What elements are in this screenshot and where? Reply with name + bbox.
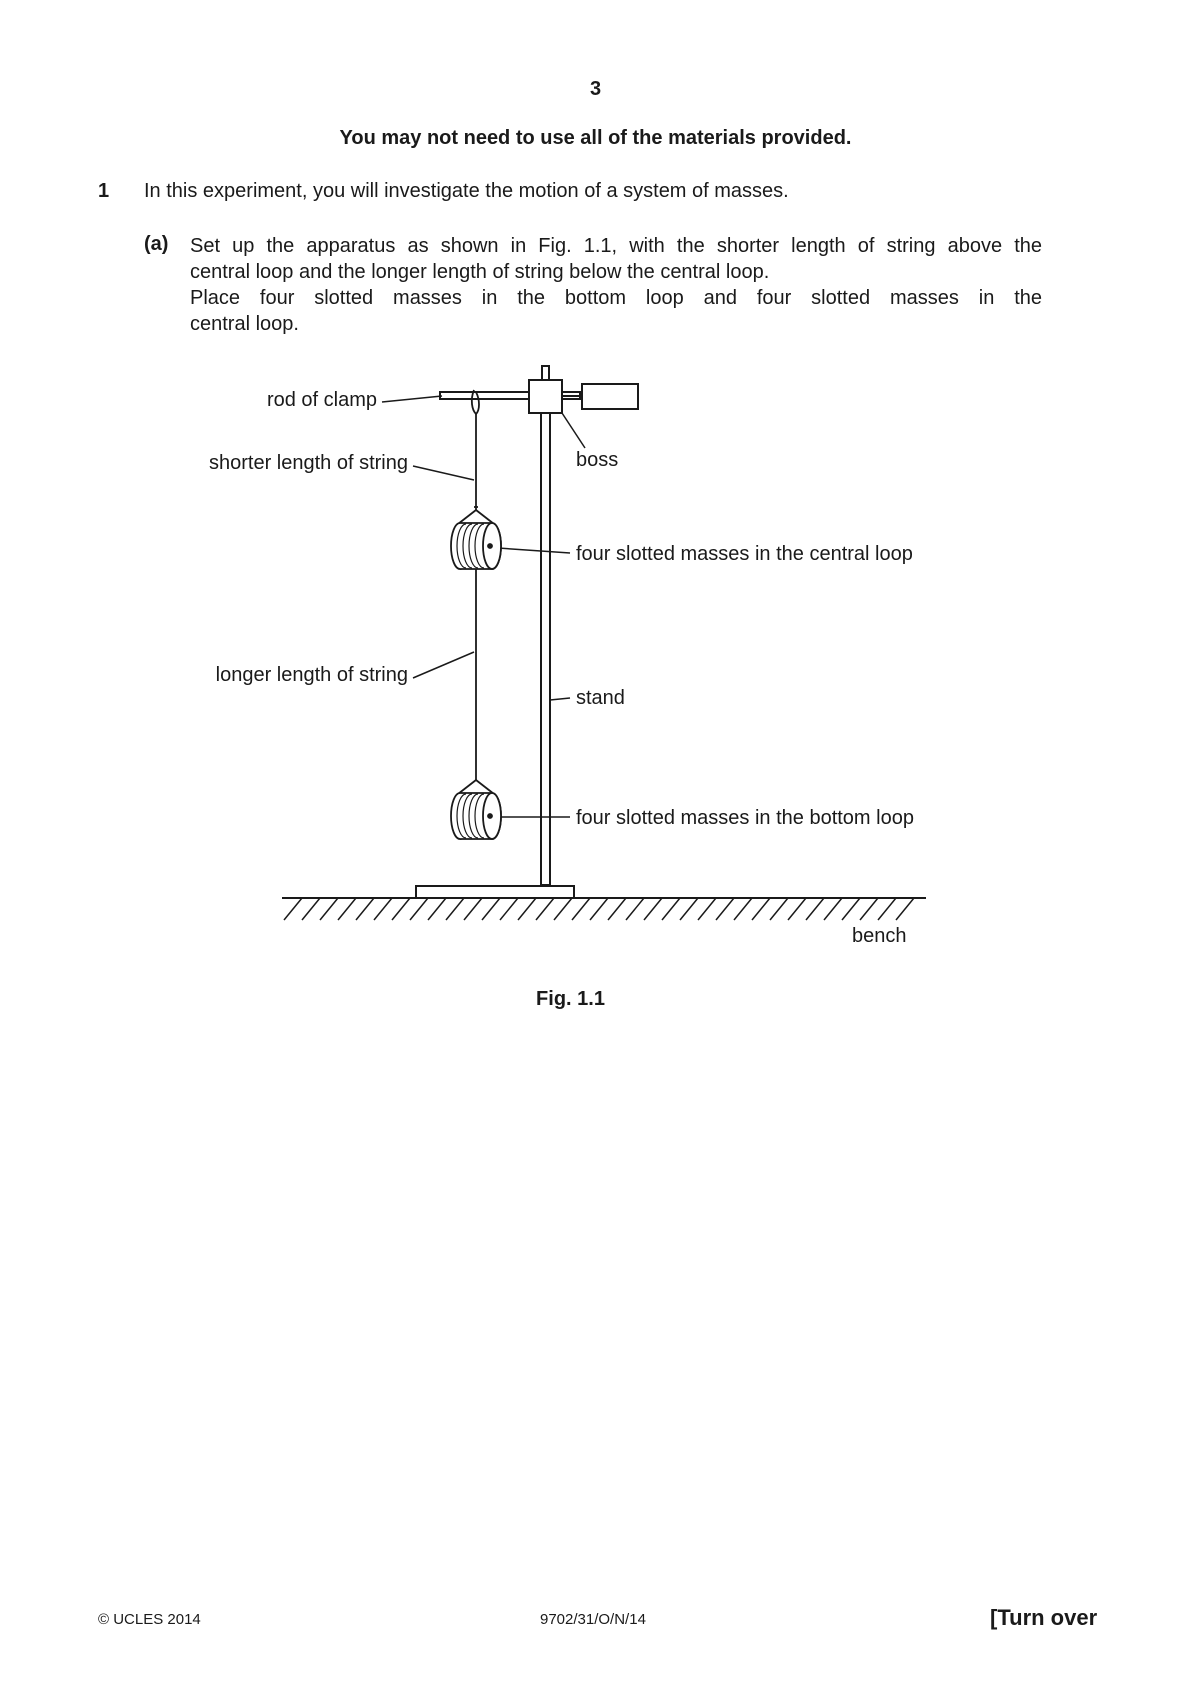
label-central-masses: four slotted masses in the central loop [576, 543, 913, 565]
bench-hatch-line [806, 898, 824, 920]
label-longer-string: longer length of string [215, 664, 408, 686]
stand-base [416, 886, 574, 898]
bench-hatch-line [302, 898, 320, 920]
bench-hatch-line [608, 898, 626, 920]
bench-hatch-line [338, 898, 356, 920]
instruction-heading: You may not need to use all of the materials provided. [339, 127, 852, 149]
bench-hatching [284, 898, 914, 920]
bench-hatch-line [788, 898, 806, 920]
bottom-slotted-masses [451, 780, 501, 839]
label-bench: bench [852, 925, 907, 947]
bench-hatch-line [410, 898, 428, 920]
question-stem: In this experiment, you will investigate the motion of a system of masses. [144, 180, 789, 202]
bench-hatch-line [842, 898, 860, 920]
label-stand: stand [576, 687, 625, 709]
bench-hatch-line [860, 898, 878, 920]
bench-hatch-line [626, 898, 644, 920]
bench-hatch-line [698, 898, 716, 920]
part-a-line-3: Place four slotted masses in the bottom loop and four slotted masses in the [190, 287, 1042, 309]
part-a-line-1: Set up the apparatus as shown in Fig. 1.1, with the shorter length of string above the [190, 235, 1042, 257]
bench-hatch-line [446, 898, 464, 920]
bench-hatch-line [374, 898, 392, 920]
bench-hatch-line [662, 898, 680, 920]
bench-hatch-line [644, 898, 662, 920]
bench-hatch-line [572, 898, 590, 920]
central-slotted-masses [451, 507, 501, 569]
bench-hatch-line [824, 898, 842, 920]
bench-hatch-line [392, 898, 410, 920]
bench-hatch-line [752, 898, 770, 920]
clamp-screw-handle [582, 384, 638, 409]
bench-hatch-line [770, 898, 788, 920]
label-boss: boss [576, 449, 619, 471]
page-number: 3 [589, 78, 602, 100]
footer-copyright: © UCLES 2014 [98, 1611, 201, 1628]
part-a-line-4: central loop. [190, 313, 299, 335]
label-rod-of-clamp: rod of clamp [266, 389, 377, 411]
figure-caption: Fig. 1.1 [536, 988, 605, 1010]
bench-hatch-line [284, 898, 302, 920]
bench-hatch-line [554, 898, 572, 920]
boss [529, 380, 562, 413]
bench-hatch-line [734, 898, 752, 920]
bench-hatch-line [716, 898, 734, 920]
part-a-label: (a) [144, 233, 169, 255]
bench-hatch-line [878, 898, 896, 920]
label-bottom-masses: four slotted masses in the bottom loop [576, 807, 914, 829]
bench-hatch-line [356, 898, 374, 920]
bench-hatch-line [680, 898, 698, 920]
stand-rod [541, 395, 550, 885]
bench-hatch-line [428, 898, 446, 920]
label-shorter-string: shorter length of string [209, 452, 408, 474]
bench-hatch-line [320, 898, 338, 920]
footer-paper-code: 9702/31/O/N/14 [540, 1611, 646, 1628]
bench-hatch-line [518, 898, 536, 920]
bench-hatch-line [482, 898, 500, 920]
question-number: 1 [98, 180, 110, 202]
bench-hatch-line [536, 898, 554, 920]
footer-turn-over: [Turn over [990, 1605, 1098, 1630]
bench-hatch-line [896, 898, 914, 920]
bench-hatch-line [464, 898, 482, 920]
part-a-line-2: central loop and the longer length of string below the central loop. [190, 261, 770, 283]
bench-hatch-line [500, 898, 518, 920]
bench-hatch-line [590, 898, 608, 920]
